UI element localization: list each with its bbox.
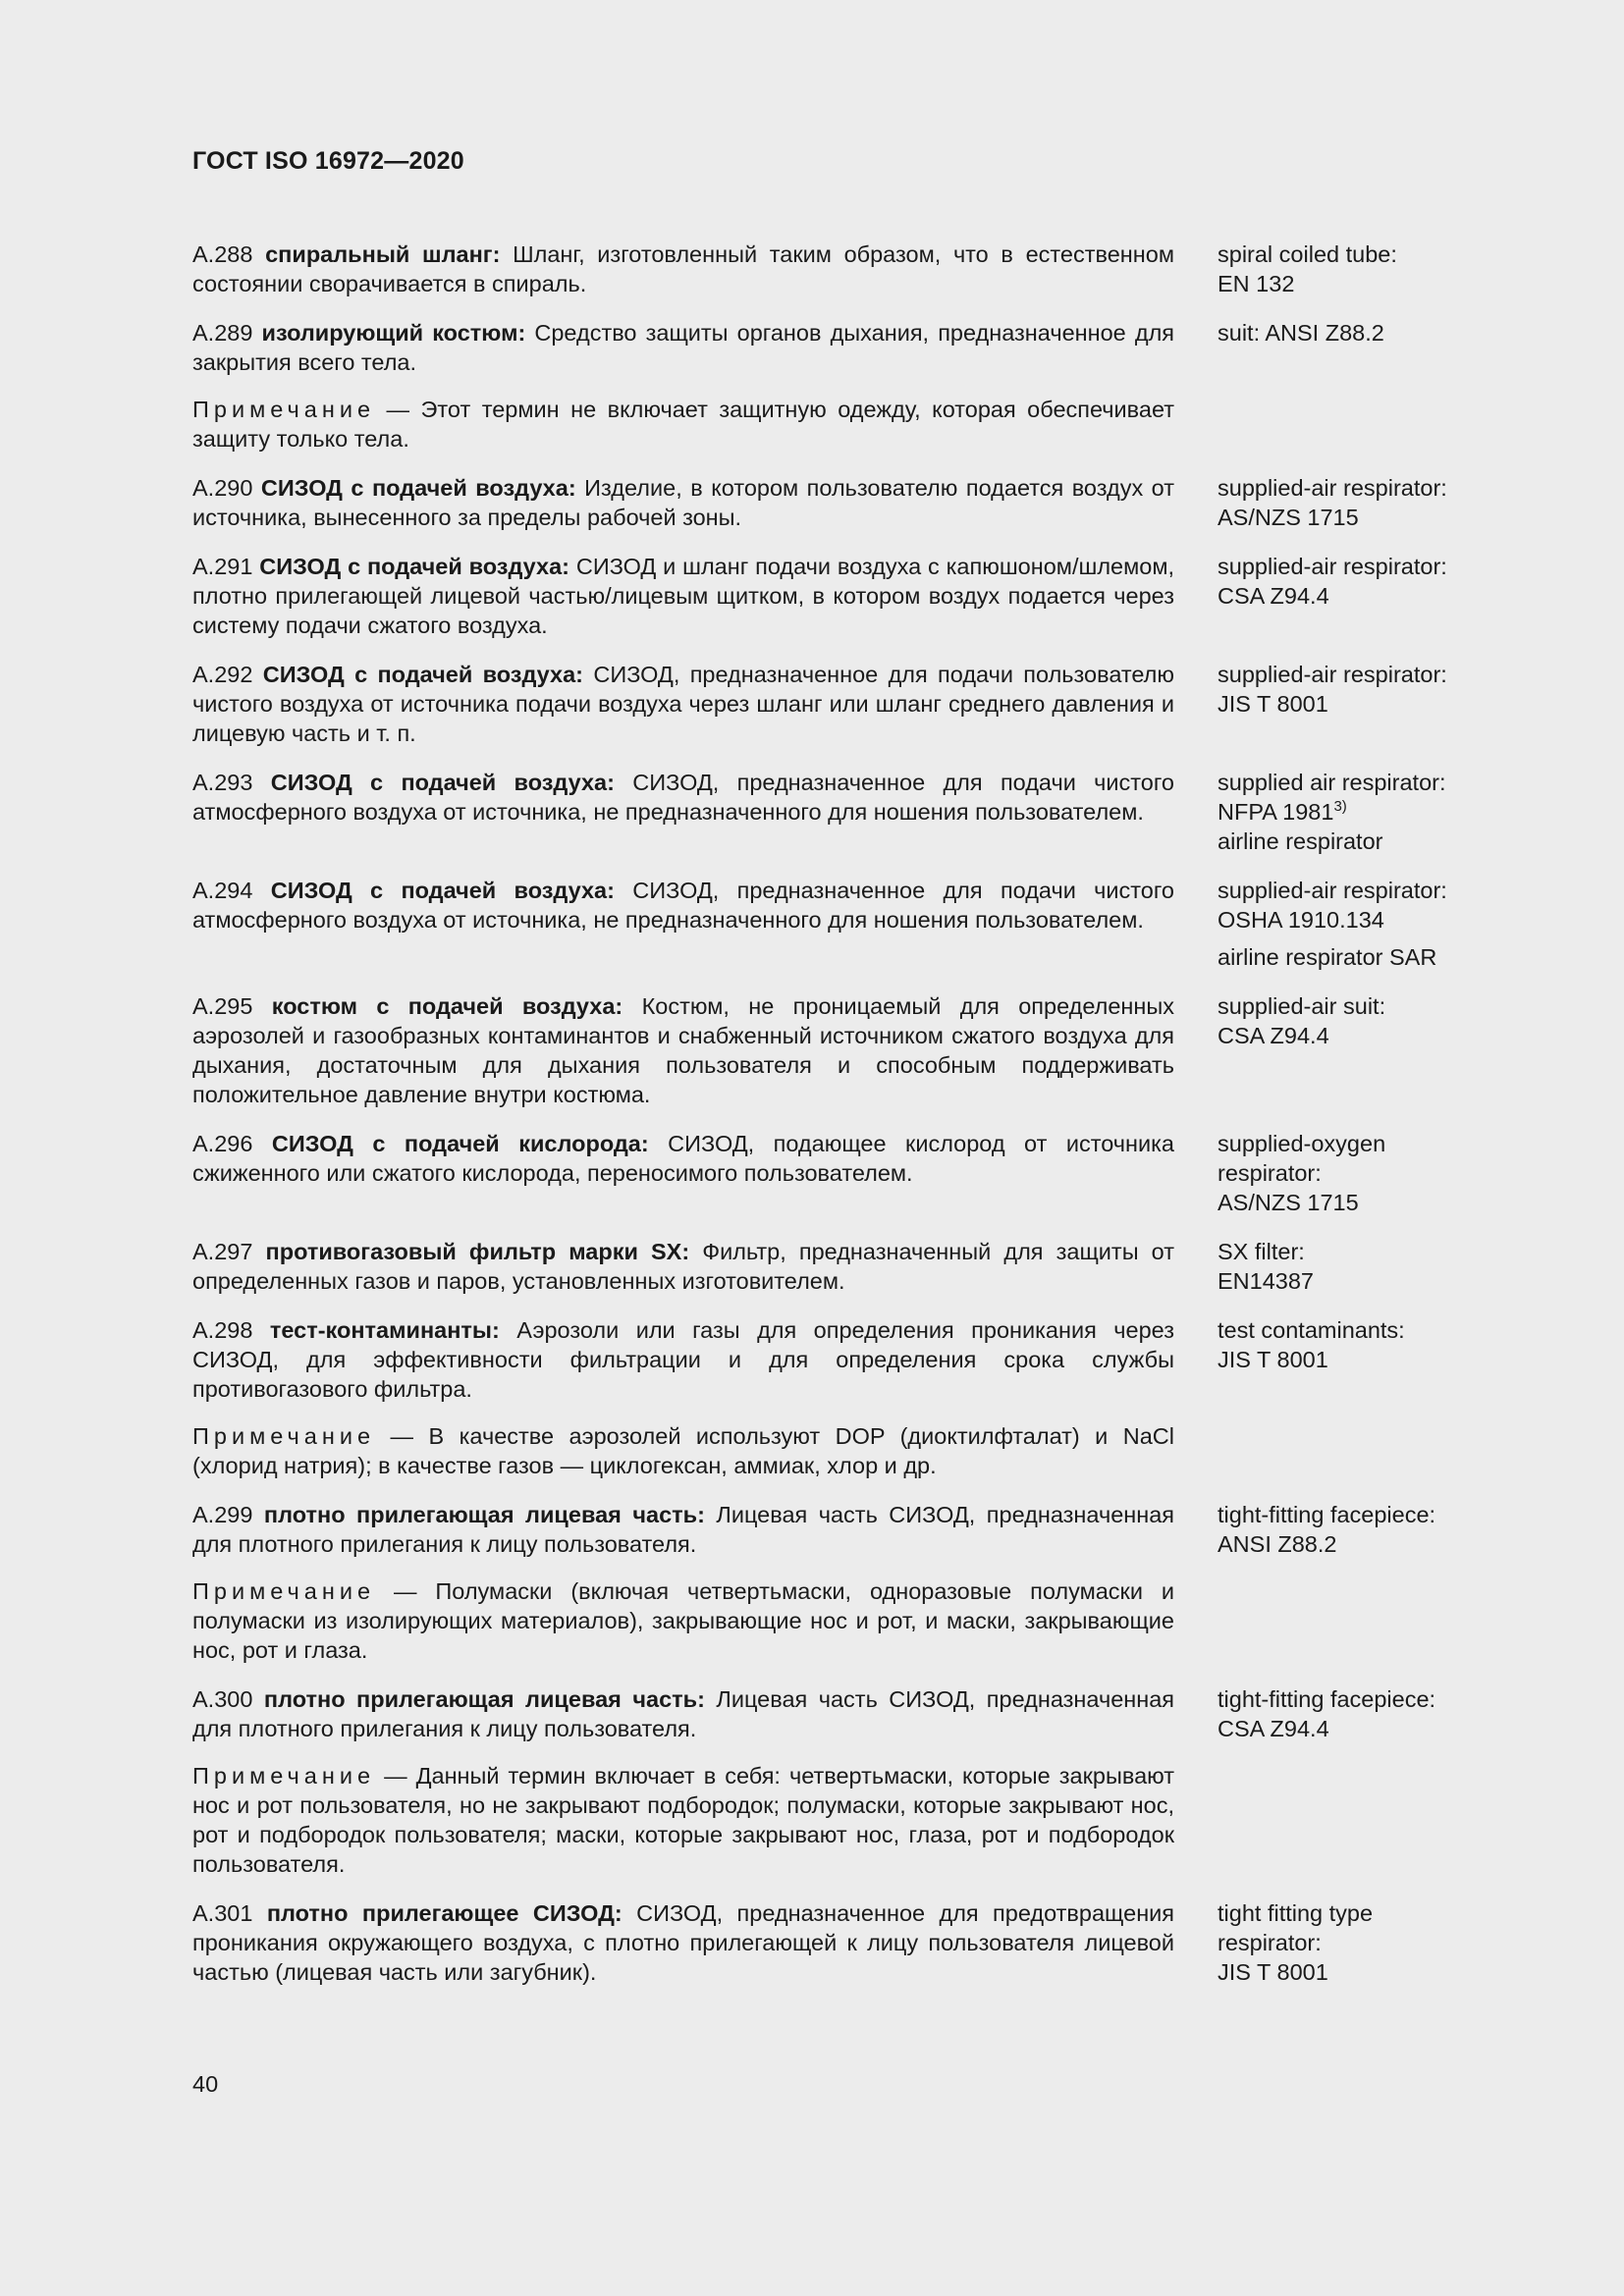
glossary-entry-a293 [192,768,1469,856]
note-text: — В качестве аэрозолей используют DOP (диоктилфталат) и NaCl (хлорид натрия); в качестве газов — циклогексан, аммиак, хлор и др. [192,1423,1174,1478]
page-number: 40 [192,2071,219,2097]
glossary-entry-a301 [192,1898,1469,1987]
entry-text: Шланг, изготовленный таким образом, что в естественном состоянии сворачивается в спираль. [192,241,1174,296]
entry-text: СИЗОД и шланг подачи воздуха с капюшоном/шлемом, плотно прилегающей лицевой частью/лицевым щитком, в котором воздух подается через систему подачи сжатого воздуха. [192,554,1175,638]
entry-term: плотно прилегающая лицевая часть: [263,1686,705,1712]
entry-definition-block [192,660,1174,748]
note-label: Примечание [192,397,376,422]
source-term: SX filter: [1218,1239,1305,1264]
entry-definition-block [192,318,1174,454]
entry-definition-block [192,1129,1174,1217]
entry-definition-block [192,1500,1174,1665]
source-term: supplied-air respirator: [1218,554,1447,579]
entry-term: СИЗОД с подачей воздуха: [259,554,570,579]
entry-term: СИЗОД с подачей воздуха: [270,770,615,795]
entry-note [192,1761,1174,1879]
entry-source-block [1218,1898,1469,1987]
entry-term: СИЗОД с подачей воздуха: [262,662,584,687]
source-standard: JIS T 8001 [1218,691,1328,717]
entry-definition [192,473,1174,532]
source-standard: JIS T 8001 [1218,1959,1328,1985]
entry-number: А.291 [192,554,253,579]
source-term: tight fitting type [1218,1900,1374,1926]
source-term: spiral coiled tube: [1218,241,1397,267]
entry-text: Костюм, не проницаемый для определенных аэрозолей и газообразных контаминантов и снабженный источником сжатого воздуха для дыхания, достаточным для дыхания пользователя и способным поддерживать положительное давление внутри костюма. [192,993,1175,1107]
entry-term: противогазовый фильтр марки SX: [265,1239,690,1264]
entry-text: СИЗОД, предназначенное для подачи чистого атмосферного воздуха от источника, не предназначенного для ношения пользователем. [192,878,1174,933]
source-standard [1218,797,1469,827]
entry-note [192,395,1174,454]
source-term: supplied-air suit: [1218,993,1386,1019]
glossary-entry-a292 [192,660,1469,748]
entry-number: А.299 [192,1502,253,1527]
entry-definition-block [192,1684,1174,1879]
entry-term: костюм с подачей воздуха: [271,993,623,1019]
entry-text: СИЗОД, предназначенное для подачи чистого атмосферного воздуха от источника, не предназначенного для ношения пользователем. [192,770,1174,825]
source-standard: AS/NZS 1715 [1218,1190,1359,1215]
source-alt-term: airline respirator SAR [1218,944,1437,970]
entry-source-block [1218,1684,1469,1879]
entry-term: СИЗОД с подачей воздуха: [260,475,576,501]
source-term: supplied air respirator: [1218,770,1446,795]
entry-term: СИЗОД с подачей воздуха: [270,878,615,903]
entry-number: А.290 [192,475,253,501]
note-label: Примечание [192,1423,376,1449]
glossary-entry-a294 [192,876,1469,972]
glossary-entry-a291 [192,552,1469,640]
entry-number: А.292 [192,662,253,687]
entry-number: А.293 [192,770,253,795]
source-term: tight-fitting facepiece: [1218,1686,1436,1712]
entry-number: А.288 [192,241,253,267]
entry-source-block [1218,991,1469,1109]
entry-text: СИЗОД, предназначенное для предотвращения проникания окружающего воздуха, с плотно прилегающей к лицу пользователя лицевой частью (лицевая часть или загубник). [192,1900,1175,1985]
glossary-entry-a299 [192,1500,1469,1665]
entry-number: А.297 [192,1239,253,1264]
glossary-entry-a300 [192,1684,1469,1879]
entry-note [192,1576,1174,1665]
entry-term: плотно прилегающее СИЗОД: [266,1900,623,1926]
entry-definition [192,318,1174,377]
entry-note [192,1421,1174,1480]
entry-text: Средство защиты органов дыхания, предназначенное для закрытия всего тела. [192,320,1175,375]
glossary-entry-a290 [192,473,1469,532]
entry-number: А.296 [192,1131,253,1156]
entry-text: Лицевая часть СИЗОД, предназначенная для плотного прилегания к лицу пользователя. [192,1686,1175,1741]
source-term: test contaminants: [1218,1317,1405,1343]
entry-number: А.295 [192,993,253,1019]
entry-number: А.301 [192,1900,253,1926]
entry-number: А.298 [192,1317,253,1343]
entry-source-block [1218,240,1469,298]
source-standard: CSA Z94.4 [1218,1716,1329,1741]
glossary-entries [192,240,1469,2006]
entry-definition [192,240,1174,298]
entry-source-block [1218,660,1469,748]
entry-number: А.294 [192,878,253,903]
entry-definition [192,768,1174,827]
entry-term: СИЗОД с подачей кислорода: [271,1131,649,1156]
glossary-entry-a297 [192,1237,1469,1296]
entry-term: тест-контаминанты: [269,1317,500,1343]
entry-text: СИЗОД, предназначенное для подачи пользователю чистого воздуха от источника подачи воздуха через шланг или шланг среднего давления и лицевую часть и т. п. [192,662,1175,746]
source-standard-name: NFPA 1981 [1218,799,1334,825]
entry-text: Фильтр, предназначенный для защиты от определенных газов и паров, установленных изготовителем. [192,1239,1174,1294]
entry-definition [192,991,1174,1109]
entry-source-block [1218,1129,1469,1217]
entry-text: Аэрозоли или газы для определения проникания через СИЗОД, для эффективности фильтрации и для определения срока службы противогазового фильтра. [192,1317,1174,1402]
entry-definition [192,552,1174,640]
entry-definition [192,1500,1174,1559]
source-standard: CSA Z94.4 [1218,1023,1329,1048]
glossary-entry-a296 [192,1129,1469,1217]
entry-definition [192,1898,1174,1987]
entry-text: Лицевая часть СИЗОД, предназначенная для плотного прилегания к лицу пользователя. [192,1502,1175,1557]
source-standard: CSA Z94.4 [1218,583,1329,609]
entry-definition [192,1315,1174,1404]
entry-definition [192,1684,1174,1743]
entry-source-block [1218,1237,1469,1296]
entry-definition-block [192,1898,1174,1987]
source-term: supplied-air respirator: [1218,475,1447,501]
source-alt-term: airline respirator [1218,828,1383,854]
entry-source-block [1218,473,1469,532]
glossary-entry-a298 [192,1315,1469,1480]
note-text: — Данный термин включает в себя: четвертьмаски, которые закрывают нос и рот пользователя, но не закрывают подбородок; полумаски, которые закрывают нос, рот и подбородок пользователя; маски, которые закрывают нос, глаза, рот и подбородок пользователя. [192,1763,1175,1877]
note-text: — Этот термин не включает защитную одежду, которая обеспечивает защиту только тела. [192,397,1174,452]
entry-definition [192,876,1174,934]
glossary-entry-a288 [192,240,1469,298]
source-standard: EN14387 [1218,1268,1314,1294]
note-label: Примечание [192,1578,376,1604]
source-standard: JIS T 8001 [1218,1347,1328,1372]
entry-term: изолирующий костюм: [261,320,526,346]
document-header: ГОСТ ISO 16972—2020 [192,147,464,175]
source-standard: EN 132 [1218,271,1295,296]
glossary-entry-a289 [192,318,1469,454]
entry-source-block [1218,1500,1469,1665]
entry-source-block [1218,552,1469,640]
entry-source-block [1218,318,1469,454]
entry-definition-block [192,1237,1174,1296]
entry-definition-block [192,876,1174,972]
entry-source-block [1218,768,1469,856]
source-term: suit: ANSI Z88.2 [1218,320,1384,346]
entry-definition-block [192,552,1174,640]
source-term: supplied-air respirator: [1218,662,1447,687]
source-standard: AS/NZS 1715 [1218,505,1359,530]
source-term-cont: respirator: [1218,1930,1322,1955]
source-term: tight-fitting facepiece: [1218,1502,1436,1527]
entry-source-block [1218,1315,1469,1480]
entry-source-block [1218,876,1469,972]
entry-definition-block [192,473,1174,532]
entry-definition-block [192,768,1174,856]
note-text: — Полумаски (включая четвертьмаски, одноразовые полумаски и полумаски из изолирующих материалов), закрывающие нос и рот, и маски, закрывающие нос, рот и глаза. [192,1578,1175,1663]
entry-definition-block [192,991,1174,1109]
source-term: supplied-air respirator: [1218,878,1447,903]
source-term: supplied-oxygen [1218,1131,1386,1156]
entry-text: СИЗОД, подающее кислород от источника сжиженного или сжатого кислорода, переносимого пользователем. [192,1131,1175,1186]
entry-definition [192,660,1174,748]
entry-text: Изделие, в котором пользователю подается воздух от источника, вынесенного за пределы рабочей зоны. [192,475,1175,530]
entry-term: спиральный шланг: [265,241,501,267]
source-term-cont: respirator: [1218,1160,1322,1186]
note-label: Примечание [192,1763,376,1789]
entry-number: А.289 [192,320,253,346]
entry-definition-block [192,1315,1174,1480]
glossary-entry-a295 [192,991,1469,1109]
entry-number: А.300 [192,1686,253,1712]
entry-definition [192,1129,1174,1188]
source-standard: OSHA 1910.134 [1218,907,1384,933]
footnote-marker: 3) [1333,798,1347,815]
entry-definition-block [192,240,1174,298]
source-standard: ANSI Z88.2 [1218,1531,1337,1557]
entry-term: плотно прилегающая лицевая часть: [263,1502,705,1527]
entry-definition [192,1237,1174,1296]
